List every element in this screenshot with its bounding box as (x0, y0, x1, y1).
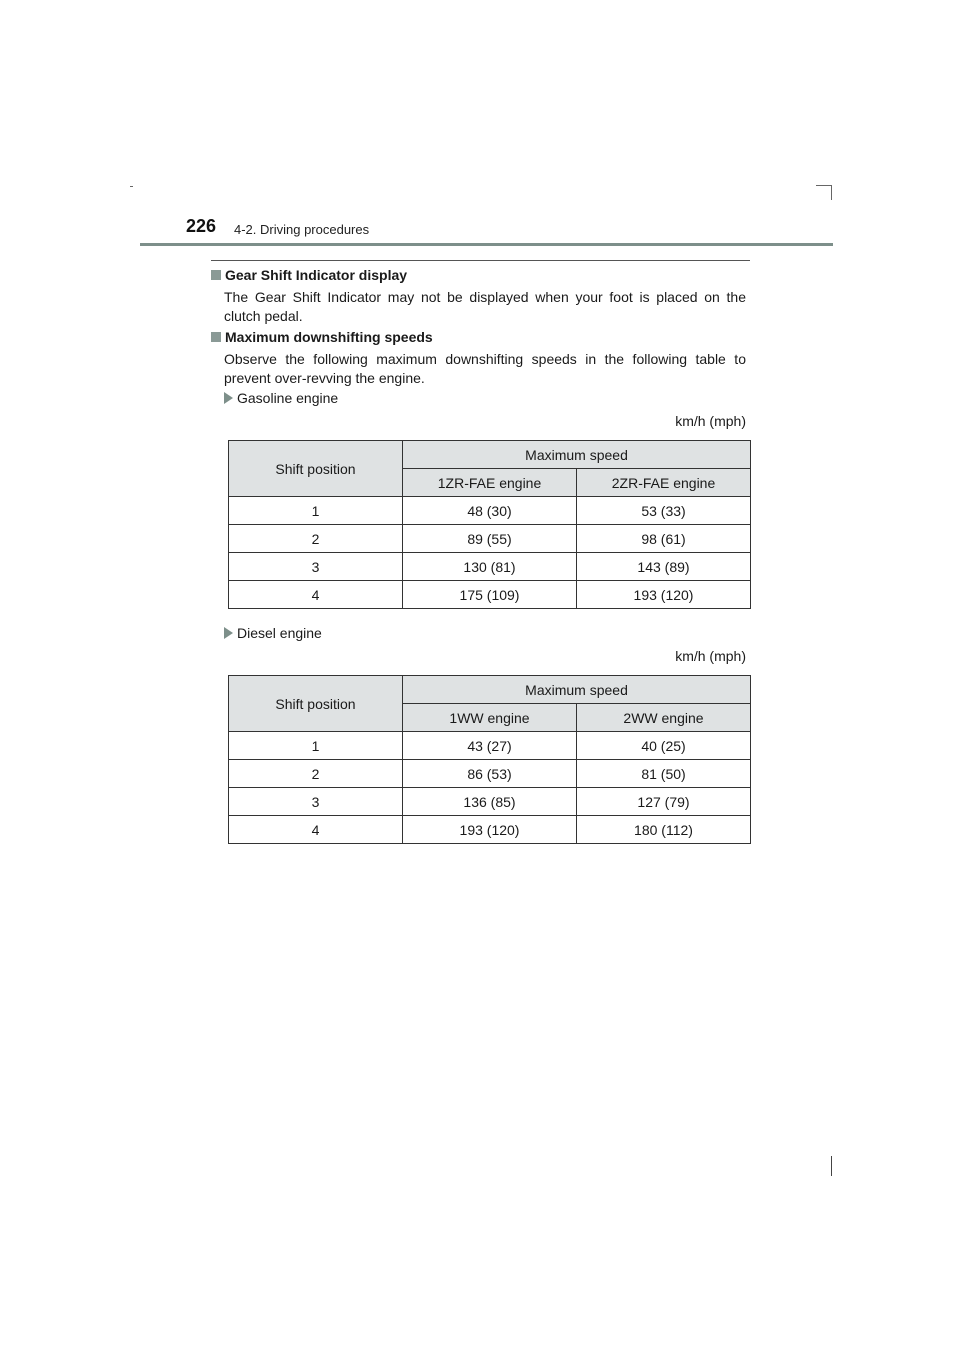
table-row (229, 581, 751, 609)
col-maximum-speed: Maximum speed (403, 441, 751, 469)
shift-cell: 3 (229, 788, 403, 816)
speed-cell: 43 (27) (403, 732, 577, 760)
speed-cell: 48 (30) (403, 497, 577, 525)
speed-cell: 175 (109) (403, 581, 577, 609)
table-row (229, 497, 751, 525)
crop-mark-top-left (130, 186, 133, 187)
gasoline-label: Gasoline engine (237, 390, 339, 406)
diesel-unit: km/h (mph) (675, 648, 746, 664)
speed-cell: 98 (61) (577, 525, 751, 553)
gasoline-subheading (224, 390, 338, 406)
col-engine-2ww: 2WW engine (577, 704, 751, 732)
speed-cell: 143 (89) (577, 553, 751, 581)
col-shift-position: Shift position (229, 441, 403, 497)
col-engine-2zr: 2ZR-FAE engine (577, 469, 751, 497)
triangle-bullet-icon (224, 627, 233, 639)
speed-cell: 130 (81) (403, 553, 577, 581)
triangle-bullet-icon (224, 392, 233, 404)
speed-cell: 127 (79) (577, 788, 751, 816)
shift-cell: 1 (229, 732, 403, 760)
crop-mark-top-right-h (816, 185, 832, 186)
diesel-subheading (224, 625, 322, 641)
speed-cell: 193 (120) (403, 816, 577, 844)
speed-cell: 136 (85) (403, 788, 577, 816)
shift-cell: 4 (229, 581, 403, 609)
square-bullet-icon (211, 270, 221, 280)
shift-cell: 2 (229, 760, 403, 788)
gasoline-speed-table (228, 440, 751, 609)
speed-cell: 53 (33) (577, 497, 751, 525)
downshift-body: Observe the following maximum downshifting speeds in the following table to prevent over-revving the engine. (224, 351, 746, 386)
col-engine-1zr: 1ZR-FAE engine (403, 469, 577, 497)
square-bullet-icon (211, 332, 221, 342)
speed-cell: 40 (25) (577, 732, 751, 760)
page-number: 226 (186, 216, 217, 236)
shift-cell: 1 (229, 497, 403, 525)
table-row (229, 788, 751, 816)
col-engine-1ww: 1WW engine (403, 704, 577, 732)
table-row (229, 760, 751, 788)
speed-cell: 86 (53) (403, 760, 577, 788)
shift-cell: 2 (229, 525, 403, 553)
table-row (229, 816, 751, 844)
col-shift-position: Shift position (229, 676, 403, 732)
section-divider (211, 260, 750, 261)
crop-mark-bottom-right (831, 1156, 832, 1176)
speed-cell: 180 (112) (577, 816, 751, 844)
gear-indicator-body: The Gear Shift Indicator may not be displayed when your foot is placed on the clutch pedal. (224, 289, 746, 324)
speed-cell: 89 (55) (403, 525, 577, 553)
downshift-title: Maximum downshifting speeds (225, 329, 433, 345)
shift-cell: 3 (229, 553, 403, 581)
gear-indicator-title: Gear Shift Indicator display (225, 267, 408, 283)
shift-cell: 4 (229, 816, 403, 844)
downshift-heading (211, 329, 433, 345)
gear-indicator-heading (211, 267, 407, 283)
diesel-speed-table (228, 675, 751, 844)
gasoline-unit: km/h (mph) (675, 413, 746, 429)
diesel-label: Diesel engine (237, 625, 322, 641)
crop-mark-top-right-v (831, 185, 832, 200)
table-row (229, 553, 751, 581)
table-row (229, 732, 751, 760)
speed-cell: 193 (120) (577, 581, 751, 609)
header-rule (140, 243, 833, 246)
col-maximum-speed: Maximum speed (403, 676, 751, 704)
section-title: 4-2. Driving procedures (234, 222, 370, 237)
table-row (229, 525, 751, 553)
speed-cell: 81 (50) (577, 760, 751, 788)
